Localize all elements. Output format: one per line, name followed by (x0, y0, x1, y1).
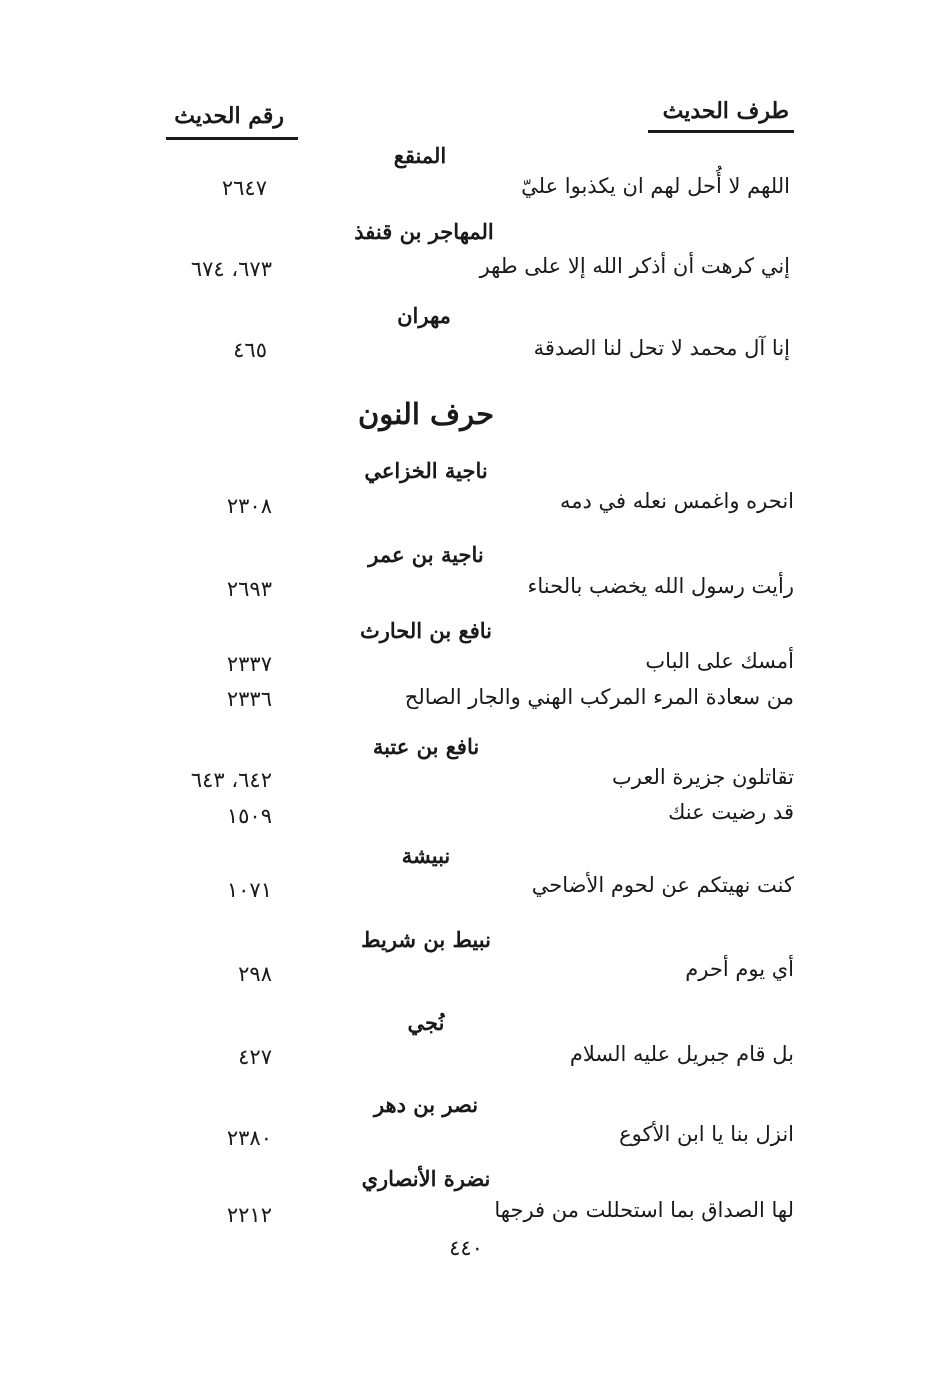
narrator-heading: نافع بن عتبة (372, 734, 480, 759)
narrator-heading: نُجي (407, 1010, 445, 1035)
hadith-number: ٤٢٧ (238, 1045, 272, 1069)
narrator-heading: المهاجر بن قنفذ (354, 219, 494, 244)
hadith-number: ٢٣٣٧ (226, 652, 272, 676)
narrator-heading: ناجية بن عمر (368, 542, 484, 567)
hadith-text: انحره واغمس نعله في دمه (560, 489, 794, 513)
hadith-number: ٦٧٣، ٦٧٤ (190, 257, 272, 281)
narrator-heading: نبيط بن شريط (361, 927, 491, 952)
header-rule-right (648, 130, 794, 133)
hadith-number: ٢٢١٢ (226, 1203, 272, 1227)
hadith-text: رأيت رسول الله يخضب بالحناء (527, 574, 794, 598)
narrator-heading: نضرة الأنصاري (361, 1166, 491, 1191)
column-header-hadith-text: طرف الحديث (662, 98, 789, 124)
hadith-number: ٢٦٤٧ (221, 176, 267, 200)
hadith-text: من سعادة المرء المركب الهني والجار الصالح (404, 685, 794, 709)
hadith-text: اللهم لا أُحل لهم ان يكذبوا عليّ (521, 174, 790, 198)
hadith-number: ٢٩٨ (238, 962, 272, 986)
section-title: حرف النون (357, 397, 494, 431)
hadith-text: أمسك على الباب (645, 649, 794, 673)
column-header-hadith-number: رقم الحديث (174, 103, 284, 129)
hadith-text: كنت نهيتكم عن لحوم الأضاحي (531, 873, 794, 897)
hadith-text: إنا آل محمد لا تحل لنا الصدقة (533, 336, 790, 360)
hadith-text: أي يوم أحرم (685, 957, 794, 981)
hadith-text: إني كرهت أن أذكر الله إلا على طهر (479, 254, 790, 278)
hadith-text: بل قام جبريل عليه السلام (569, 1042, 794, 1066)
hadith-number: ١٥٠٩ (226, 804, 272, 828)
hadith-number: ٦٤٢، ٦٤٣ (190, 768, 272, 792)
hadith-text: قد رضيت عنك (668, 800, 794, 824)
narrator-heading: نافع بن الحارث (359, 618, 492, 643)
hadith-text: لها الصداق بما استحللت من فرجها (494, 1198, 794, 1222)
hadith-number: ١٠٧١ (226, 878, 272, 902)
narrator-heading: نبيشة (401, 843, 451, 868)
page-number: ٤٤٠ (449, 1236, 483, 1260)
hadith-number: ٢٣٣٦ (226, 687, 272, 711)
narrator-heading: مهران (397, 303, 451, 328)
hadith-text: انزل بنا يا ابن الأكوع (619, 1122, 794, 1146)
hadith-number: ٢٣٨٠ (226, 1126, 272, 1150)
hadith-number: ٢٦٩٣ (226, 577, 272, 601)
narrator-heading: ناجية الخزاعي (364, 458, 488, 483)
narrator-heading: نصر بن دهر (373, 1092, 479, 1117)
hadith-number: ٤٦٥ (233, 338, 267, 362)
narrator-heading: المنقع (393, 143, 447, 168)
header-rule-left (166, 137, 298, 140)
hadith-text: تقاتلون جزيرة العرب (611, 765, 794, 789)
hadith-number: ٢٣٠٨ (226, 494, 272, 518)
